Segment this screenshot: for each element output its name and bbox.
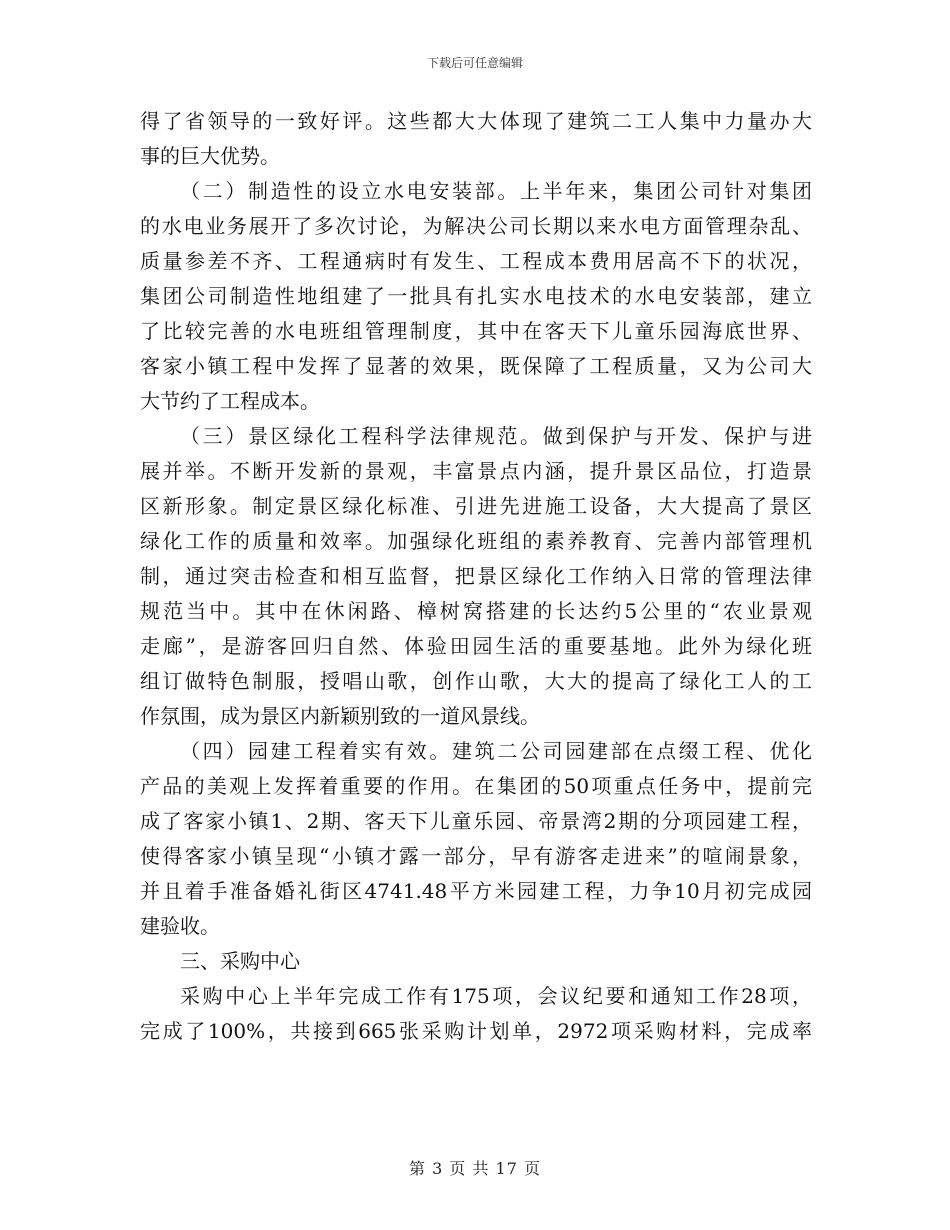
text-line: 组订做特色制服，授唱山歌，创作山歌，大大的提高了绿化工人的工 xyxy=(140,669,812,693)
paragraph-heading-4: （四）园建工程着实有效。建筑二公司园建部在点缀工程、优化 xyxy=(180,739,812,763)
text-line: 并且着手准备婚礼街区4741.48平方米园建工程，力争10月初完成园 xyxy=(140,879,812,903)
text-line: 得了省领导的一致好评。这些都大大体现了建筑二工人集中力量办大 xyxy=(140,109,812,133)
text-line: 区新形象。制定景区绿化标准、引进先进施工设备，大大提高了景区 xyxy=(140,494,812,518)
text-line: 走廊”，是游客回归自然、体验田园生活的重要基地。此外为绿化班 xyxy=(140,634,812,658)
page-number: 第 3 页 共 17 页 xyxy=(409,1159,541,1178)
section-heading: 三、采购中心 xyxy=(180,949,300,973)
text-line: 制，通过突击检查和相互监督，把景区绿化工作纳入日常的管理法律 xyxy=(140,564,812,588)
page-header-note: 下载后可任意编辑 xyxy=(426,56,523,70)
text-line: 展并举。不断开发新的景观，丰富景点内涵，提升景区品位，打造景 xyxy=(140,459,812,483)
text-line: 集团公司制造性地组建了一批具有扎实水电技术的水电安装部，建立 xyxy=(140,284,812,308)
document-body xyxy=(140,104,812,1049)
text-line: 建验收。 xyxy=(140,914,220,938)
text-line: 成了客家小镇1、2期、客天下儿童乐园、帝景湾2期的分项园建工程， xyxy=(140,809,812,833)
text-line: 客家小镇工程中发挥了显著的效果，既保障了工程质量，又为公司大 xyxy=(140,354,812,378)
text-line: 采购中心上半年完成工作有175项，会议纪要和通知工作28项， xyxy=(180,984,812,1008)
text-line: 事的巨大优势。 xyxy=(140,144,280,168)
paragraph-heading-2: （二）制造性的设立水电安装部。上半年来，集团公司针对集团 xyxy=(180,179,812,203)
text-line: 质量参差不齐、工程通病时有发生、工程成本费用居高不下的状况， xyxy=(140,249,812,273)
paragraph-heading-3: （三）景区绿化工程科学法律规范。做到保护与开发、保护与进 xyxy=(180,424,812,448)
text-line: 的水电业务展开了多次讨论，为解决公司长期以来水电方面管理杂乱、 xyxy=(140,214,812,238)
text-line: 产品的美观上发挥着重要的作用。在集团的50项重点任务中，提前完 xyxy=(140,774,812,798)
text-line: 绿化工作的质量和效率。加强绿化班组的素养教育、完善内部管理机 xyxy=(140,529,812,553)
text-line: 使得客家小镇呈现“小镇才露一部分，早有游客走进来”的喧闹景象， xyxy=(140,844,812,868)
text-line: 了比较完善的水电班组管理制度，其中在客天下儿童乐园海底世界、 xyxy=(140,319,812,343)
text-line: 大节约了工程成本。 xyxy=(140,389,320,413)
text-line: 作氛围，成为景区内新颖别致的一道风景线。 xyxy=(140,704,540,728)
text-line: 完成了100%，共接到665张采购计划单，2972项采购材料，完成率 xyxy=(140,1019,812,1043)
text-line: 规范当中。其中在休闲路、樟树窝搭建的长达约5公里的“农业景观 xyxy=(140,599,812,623)
